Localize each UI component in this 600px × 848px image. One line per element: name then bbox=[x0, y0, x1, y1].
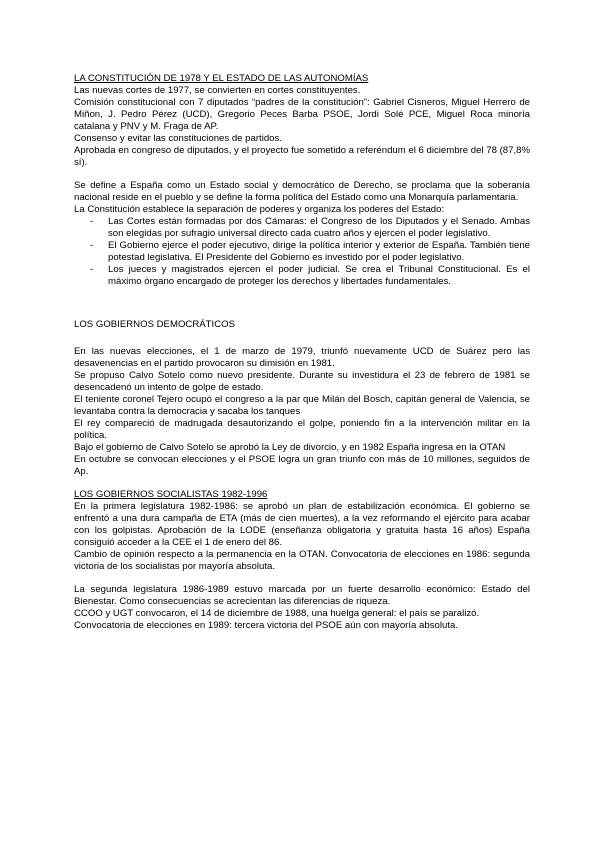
section-title-constitucion: LA CONSTITUCIÓN DE 1978 Y EL ESTADO DE LAS AUTONOMÍAS bbox=[74, 73, 369, 84]
spacer bbox=[74, 169, 530, 180]
paragraph: Se define a España como un Estado social y democrático de Derecho, se proclama que la soberanía nacional reside en el pueblo y se define la forma política del Estado como una Monarquía parlamentaria. bbox=[74, 180, 530, 203]
paragraph: El rey compareció de madrugada desautorizando el golpe, poniendo fin a la intervención militar en la política. bbox=[74, 418, 530, 441]
paragraph: En octubre se convocan elecciones y el PSOE logra un gran triunfo con más de 10 millones, seguidos de Ap. bbox=[74, 454, 530, 477]
spacer bbox=[74, 573, 530, 584]
paragraph: Cambio de opinión respecto a la permanencia en la OTAN. Convocatoria de elecciones en 1986: segunda victoria de los socialistas por mayoría absoluta. bbox=[74, 549, 530, 572]
section-title-socialistas: LOS GOBIERNOS SOCIALISTAS 1982-1996 bbox=[74, 489, 268, 500]
paragraph: Consenso y evitar las constituciones de partidos. bbox=[74, 133, 282, 144]
list-item: - Las Cortes están formadas por dos Cámaras: el Congreso de los Diputados y el Senado. Ambas son elegidas por sufragio universal directo cada cuatro años y ejercen el poder legislativo. bbox=[90, 216, 530, 240]
spacer bbox=[74, 288, 530, 311]
paragraph: La Constitución establece la separación de poderes y organiza los poderes del Estado: bbox=[74, 204, 445, 215]
paragraph: El teniente coronel Tejero ocupó el congreso a la par que Milán del Bosch, capitán general de Valencia, se levantaba contra la democracia y sacaba los tanques bbox=[74, 394, 530, 417]
paragraph: Bajo el gobierno de Calvo Sotelo se aprobó la Ley de divorcio, y en 1982 España ingresa en la OTAN bbox=[74, 442, 506, 453]
paragraph: Comisión constitucional con 7 diputados “padres de la constitución”: Gabriel Cisneros, Miguel Herrero de Miñon, J. Pedro Pérez (UCD), Gregorio Peces Barba PSOE, Jordi Solé PCE, Miguel Roca minoría catalana y PNV y M. Fraga de AP. bbox=[74, 97, 530, 132]
paragraph: En las nuevas elecciones, el 1 de marzo de 1979, triunfó nuevamente UCD de Suárez pero las desavenencias en el partido provocaron su dimisión en 1981. bbox=[74, 346, 530, 369]
paragraph: CCOO y UGT convocaron, el 14 de diciembre de 1988, una huelga general: el país se paralizó. bbox=[74, 608, 480, 619]
list-item: - El Gobierno ejerce el poder ejecutivo, dirige la política interior y exterior de España. También tiene potestad legislativa. El Presidente del Gobierno es investido por el poder legislativo. bbox=[90, 240, 530, 264]
paragraph: Convocatoria de elecciones en 1989: tercera victoria del PSOE aún con mayoría absoluta. bbox=[74, 620, 458, 631]
spacer bbox=[74, 331, 530, 342]
paragraph: Aprobada en congreso de diputados, y el proyecto fue sometido a referéndum el 6 diciembre del 78 (87,8% sí). bbox=[74, 145, 530, 168]
powers-list bbox=[74, 216, 530, 288]
paragraph: Las nuevas cortes de 1977, se convierten en cortes constituyentes. bbox=[74, 85, 361, 96]
paragraph: La segunda legislatura 1986-1989 estuvo marcada por un fuerte desarrollo económico: Estado del Bienestar. Como consecuencias se acrecientan las diferencias de riqueza. bbox=[74, 584, 530, 607]
list-item: - Los jueces y magistrados ejercen el poder judicial. Se crea el Tribunal Constitucional. Es el máximo órgano encargado de proteger los derechos y libertades fundamentales. bbox=[90, 264, 530, 288]
section-title-democraticos: LOS GOBIERNOS DEMOCRÁTICOS bbox=[74, 319, 235, 330]
paragraph: En la primera legislatura 1982-1986: se aprobó un plan de estabilización económica. El gobierno se enfrentó a una dura campaña de ETA (más de cien muertes), a la vez reformando el ejército para acabar con los golpistas. Aprobación de la LODE (enseñanza obligatoria y gratuita hasta 16 años) España consiguió acceder a la CEE el 1 de enero del 86. bbox=[74, 501, 530, 548]
document-body bbox=[74, 73, 530, 632]
spacer bbox=[74, 478, 530, 489]
paragraph: Se propuso Calvo Sotelo como nuevo presidente. Durante su investidura el 23 de febrero de 1981 se desencadenó un intento de golpe de estado. bbox=[74, 370, 530, 393]
